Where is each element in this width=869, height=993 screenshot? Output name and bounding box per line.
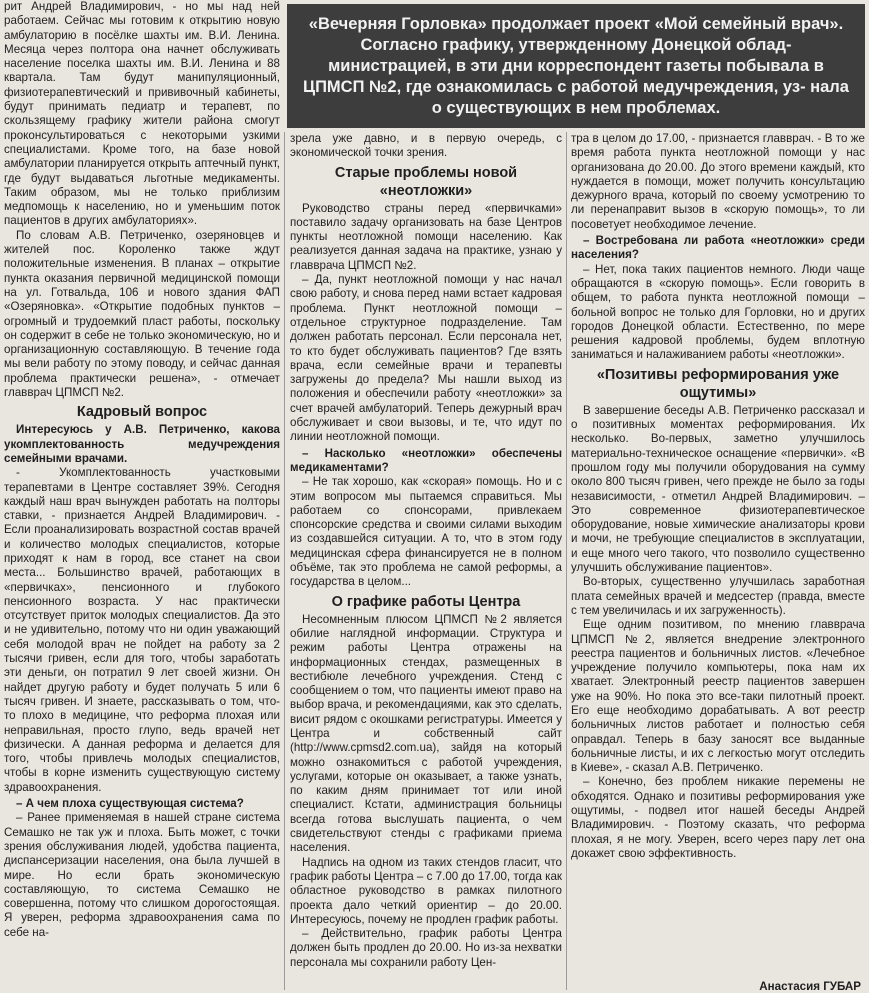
section-heading: О графике работы Центра <box>331 593 521 610</box>
paragraph: – Не так хорошо, как «скорая» помощь. Но и с этим вопросом мы пытаемся справиться. Мы работаем со спонсорами, привлекаем спонсорские средства и своими силами выходим из создавшейся ситуации. А то, что в этом году медицинская сфера финансируется не в полном объёме, так это проблема не самой реформы, а государства в целом... <box>290 475 562 589</box>
paragraph: зрела уже давно, и в первую очередь, с экономической точки зрения. <box>290 132 562 160</box>
article-lead: «Вечерняя Горловка» продолжает проект «Мой семейный врач». Согласно графику, утвержденному Донецкой облад- министрацией, в эти дни корреспондент газеты побывала в ЦПМСП №2, где ознакомилась с работой медучреждения, уз- нала о существующих в нем проблемах. <box>287 4 865 128</box>
column-left <box>4 0 280 990</box>
section-heading: «Позитивы реформирования уже ощутимы» <box>596 366 840 401</box>
column-middle <box>290 132 562 990</box>
paragraph: – Ранее применяемая в нашей стране система Семашко не так уж и плоха. Быть может, с точки зрения обслуживания людей, удобства пациента, диспансеризации населения, она была лучшей в мире. Но если брать экономическую составляющую, то система Семашко не совершенна, потому что слишком дорогостоящая. Я уверен, реформа здравоохранения сама по себе на- <box>4 811 280 939</box>
paragraph: - Укомплектованность участковыми терапевтами в Центре составляет 39%. Сегодня каждый наш врач вынужден работать на полторы ставки, - признается Андрей Владимирович. - Если проанализировать возрастной состав врачей и количество молодых специалистов, которые приходят к нам в город, все станет на свои места... Большинство врачей, работающих в «первичках», пенсионного и глубокого пенсионного возраста. У нас практически отсутствует приток молодых специалистов. Да это и не удивительно, потому что ни один уважающий себя молодой врач не пойдет на работу за 2 тысячи гривен, если для того, чтобы заработать эти деньги, он потратил 9 лет своей жизни. Он найдет другую работу и будет получать 5 или 6 тысяч гривен. И знаете, рассказывать о том, что-то плохо в медицине, что реформа плохая или неправильная, просто глупо, ведь врачей нет физически. А данная реформа и делается для того, чтобы привлечь молодых специалистов, чтобы в корне изменить существующую систему здравоохранения. <box>4 466 280 794</box>
paragraph: – Нет, пока таких пациентов немного. Люди чаще обращаются в «скорую помощь». Если говорить в общем, то работа пункта неотложной помощи – больной вопрос не только для Горловки, но и других городов Донецкой области. Естественно, по мере решения кадровой проблемы, будем вплотную заниматься и налаживанием работы «неотложки». <box>571 262 865 362</box>
interview-question: – Востребована ли работа «неотложки» среди населения? <box>571 234 865 262</box>
interview-question: – Насколько «неотложки» обеспечены медикаментами? <box>290 446 562 474</box>
section-heading: Старые проблемы новой «неотложки» <box>334 164 518 199</box>
paragraph: Руководство страны перед «первичками» поставило задачу организовать на базе Центров пункты неотложной помощи населению. Как реализуется данная задача на практике, узнаю у главврача ЦПМСП №2. <box>290 201 562 272</box>
column-divider <box>566 132 567 990</box>
author-signature: Анастасия ГУБАР <box>759 980 861 993</box>
paragraph: – Да, пункт неотложной помощи у нас начал свою работу, и снова перед нами встает кадровая проблема. Пункт неотложной помощи – отдельное структурное подразделение. Там должен работать персонал. Если персонала нет, то кто будет обслуживать пациентов? Где взять врача, если семейные врачи и терапевты загружены до предела? Мы нашли выход из положения и обеспечили работу «неотложки» за счет врачей амбулаторий. Теперь дежурный врач обслуживает и свои вызовы, и те, что идут по линии неотложной помощи. <box>290 273 562 444</box>
paragraph: – Конечно, без проблем никакие перемены не обходятся. Однако и позитивы реформирования уже ощутимы, - подвел итог нашей беседы Андрей Владимирович. - Поэтому сказать, что реформа плохая, я не могу. Уверен, всего через пару лет она докажет свою эффективность. <box>571 775 865 860</box>
interview-question: Интересуюсь у А.В. Петриченко, какова укомплектованность медучреждения семейными врачами. <box>4 423 280 465</box>
paragraph: Несомненным плюсом ЦПМСП №2 является обилие наглядной информации. Структура и режим работы Центра отражены на информационных стендах, размещенных в вестибюле лечебного учреждения. Стенд с сообщением о том, что пациенты имеют право на выбор врача, и рекомендациями, как это сделать, висит рядом с окошками регистратуры. Имеется у Центра и собственный сайт (http://www.cpmsd2.com.ua), зайдя на который можно ознакомиться с работой учреждения, услугами, которые он оказывает, а также узнать, по каким дням принимает тот или иной специалист. Кстати, администрация больницы всегда готова выслушать пациента, о чем свидетельствуют стенды с графиками приема населения. <box>290 612 562 855</box>
paragraph: рит Андрей Владимирович, - но мы над ней работаем. Сейчас мы готовим к открытию новую амбулаторию в посёлке шахты им. В.И. Ленина. Месяца через полтора она начнет обслуживать население поселка шахты им. В.И. Ленина и 88 квартала. Там будут манипуляционный, физиотерапевтический и прививочный кабинеты, будут принимать педиатр и терапевт, по скользящему графику жители района смогут проконсультироваться с некоторыми узкими специалистами. Кроме того, на базе новой амбулатории планируется открыть аптечный пункт, где будут выдаваться льготные медикаменты. Таким образом, мы не только приблизим медпомощь к населению, но и уменьшим поток пациентов в других амбулаториях». <box>4 0 280 228</box>
paragraph: Во-вторых, существенно улучшилась заработная плата семейных врачей и медсестер (правда, вместе с тем увеличилась и их загруженность). <box>571 575 865 617</box>
section-heading: Кадровый вопрос <box>76 404 208 421</box>
paragraph: По словам А.В. Петриченко, озеряновцев и жителей пос. Короленко также ждут положительные изменения. В планах – открытие пункта оказания первичной медицинской помощи на ул. Готвальда, 106 и нового здания ФАП «Озеряновка». «Открытие подобных пунктов – огромный и трудоемкий пласт работы, поскольку он содержит в себе не только экономическую, но и организационную составляющую. В течение года мы вели работу по этому поводу, и сейчас данная проблема практически решена», - отмечает главврач ЦПМСП №2. <box>4 228 280 400</box>
paragraph: Надпись на одном из таких стендов гласит, что график работы Центра – с 7.00 до 17.00, тогда как областное руководство в рамках пилотного проекта дало четкий ориентир – до 20.00. Интересуюсь, почему не продлен график работы. <box>290 855 562 926</box>
paragraph: – Действительно, график работы Центра должен быть продлен до 20.00. Но из-за нехватки персонала мы сохранили работу Цен- <box>290 927 562 969</box>
column-right <box>571 132 865 990</box>
column-divider <box>284 132 285 990</box>
interview-question: – А чем плоха существующая система? <box>16 797 244 811</box>
paragraph: Еще одним позитивом, по мнению главврача ЦПМСП №2, является внедрение электронного реестра пациентов и больничных листов. «Лечебное учреждение получило компьютеры, пока нам их хватает. Электронный реестр пациентов завершен уже на 90%. Но пока это все-таки пилотный проект. Его еще необходимо дорабатывать. А вот реестр больничных листов работает и полностью себя оправдал. Теперь в базу заносят все выданные больничные листы, и их с легкостью могут отследить в Киеве», - сказал А.В. Петриченко. <box>571 618 865 775</box>
paragraph: В завершение беседы А.В. Петриченко рассказал и о позитивных моментах реформирования. Их несколько. Во-первых, заметно улучшилось материально-техническое оснащение «первички». «В прошлом году мы получили оборудования на сумму около 800 тысяч гривен, чего прежде не было за годы независимости, - отметил Андрей Владимирович. – Это современное физиотерапевтическое оборудование, новые химические анализаторы крови и мочи, не требующие специалистов в эксплуатации, и еще много чего такого, что позволило существенно улучшить обслуживание пациентов». <box>571 403 865 575</box>
paragraph: тра в целом до 17.00, - признается главврач. - В то же время работа пункта неотложной помощи у нас организована до 20.00. До этого времени каждый, кто нуждается в помощи, может получить консультацию дежурного врача, который по своему усмотрению то ли перенаправит вызов в «скорую помощь», то ли посоветует необходимое лечение. <box>571 132 865 231</box>
